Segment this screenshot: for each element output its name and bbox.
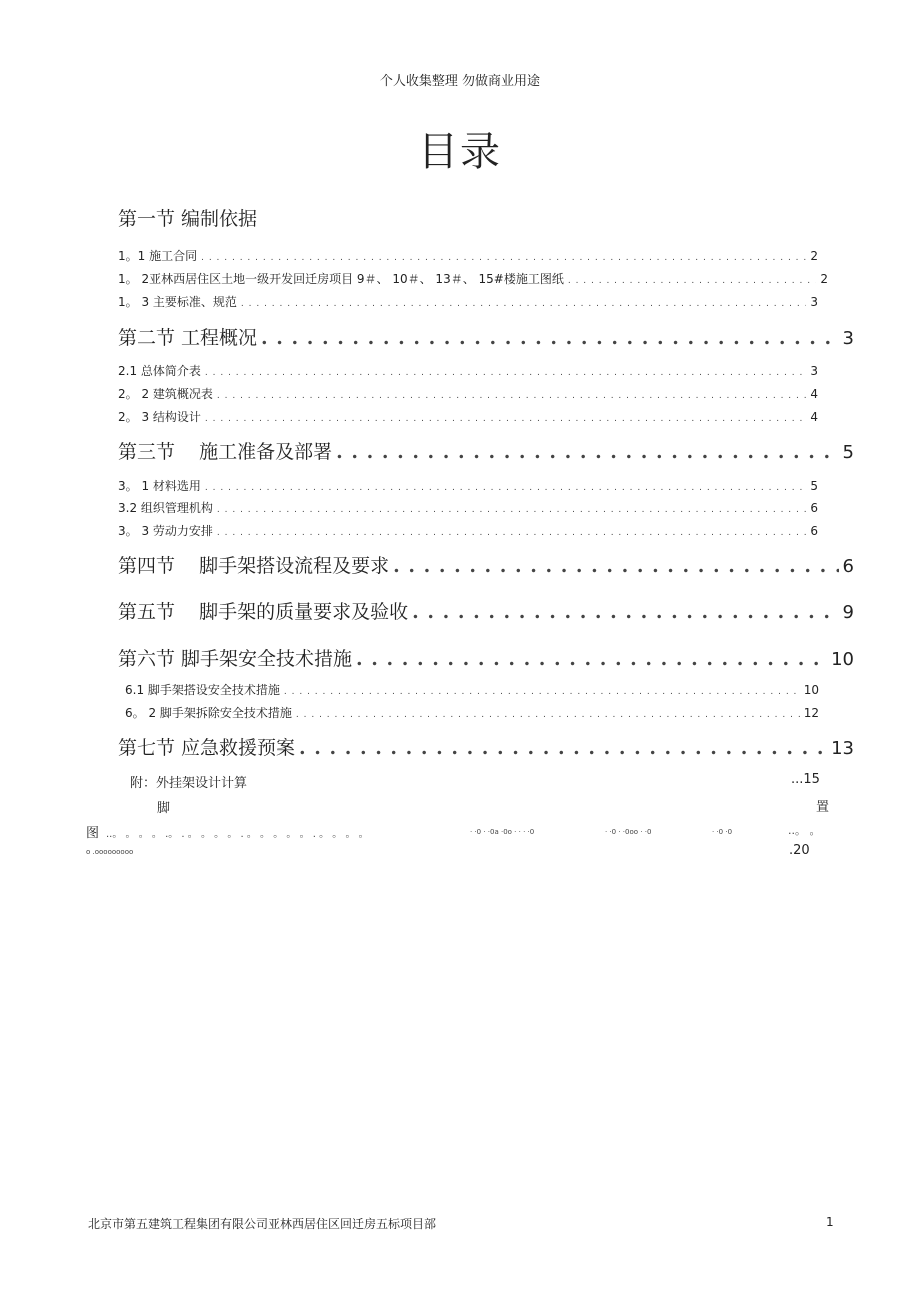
toc-page-number: 4 [810, 387, 818, 401]
toc-entry-1-2[interactable] [118, 270, 828, 287]
toc-page-number: 6 [810, 501, 818, 515]
scatter-dots-b: · ·0 · ·0a ·0o · · · ·0 [470, 828, 535, 836]
toc-section-3[interactable] [118, 437, 854, 464]
toc-page-number: 3 [810, 364, 818, 378]
toc-entry-label: 1。1 施工合同 [118, 249, 198, 263]
toc-entry-2-3[interactable] [118, 408, 818, 425]
toc-entry-label: 3.2 组织管理机构 [118, 501, 213, 515]
toc-section-1[interactable] [118, 204, 854, 231]
footer-company: 北京市第五建筑工程集团有限公司亚林西居住区回迁房五标项目部 [88, 1217, 437, 1231]
toc-entry-6-1[interactable] [125, 681, 819, 698]
toc-layout-page: .20 [789, 843, 810, 858]
dot-leader [205, 368, 806, 378]
toc-entry-label: 2.1 总体简介表 [118, 364, 201, 378]
dot-leader [284, 687, 800, 697]
toc-section-label: 第二节 工程概况 [118, 327, 258, 349]
toc-section-label: 第七节 应急救援预案 [118, 737, 296, 759]
dot-leader [261, 327, 839, 349]
toc-section-5[interactable] [118, 597, 854, 624]
dot-leader [299, 737, 827, 759]
toc-section-label: 第四节 脚手架搭设流程及要求 [118, 555, 390, 577]
toc-layout-part2: 置 [816, 800, 830, 815]
toc-entry-2-1[interactable] [118, 362, 818, 379]
toc-page-number: 5 [810, 479, 818, 493]
toc-section-4[interactable] [118, 551, 854, 578]
toc-page-number: 10 [831, 649, 854, 670]
toc-appendix-page: ...15 [791, 772, 820, 787]
toc-section-label: 第一节 编制依据 [118, 208, 258, 230]
toc-entry-3-2[interactable] [118, 499, 818, 516]
toc-entry-label: 3。 3 劳动力安排 [118, 524, 213, 538]
dot-leader [356, 648, 827, 670]
toc-entry-1-3[interactable] [118, 293, 818, 310]
toc-layout-part1: 脚 [157, 801, 171, 816]
scatter-dots-f: o .ooooooooo [86, 848, 134, 856]
toc-section-2[interactable] [118, 323, 854, 350]
dot-leader [296, 710, 800, 720]
toc-entry-3-1[interactable] [118, 477, 818, 494]
scatter-dots-c: · ·0 · ·0oo · ·0 [605, 828, 652, 836]
toc-entry-label: 2。 2 建筑概况表 [118, 387, 213, 401]
toc-entry-6-2[interactable] [125, 704, 819, 721]
scatter-dots-a: ..。 。 。 。 .。 . 。 。 。 。 . 。 。 。 。 。 . 。 。 。 。 [106, 829, 369, 840]
toc-page-number: 6 [810, 524, 818, 538]
toc-entry-label: 6.1 脚手架搭设安全技术措施 [125, 683, 280, 697]
toc-appendix-label[interactable]: 附：外挂架设计计算 [130, 776, 248, 791]
dot-leader [336, 441, 838, 463]
dot-leader [205, 483, 806, 493]
dot-leader [393, 555, 838, 577]
toc-entry-label: 3。 1 材料选用 [118, 479, 201, 493]
toc-section-label: 第六节 脚手架安全技术措施 [118, 648, 353, 670]
dot-leader [201, 253, 806, 263]
page-title: 目录 [418, 129, 502, 175]
toc-section-6[interactable] [118, 644, 854, 671]
toc-page-number: 13 [831, 738, 854, 759]
dot-leader [568, 276, 817, 286]
dot-leader [217, 528, 806, 538]
scatter-dots-d: · ·0 ·0 [712, 828, 733, 836]
toc-page-number: 6 [842, 556, 854, 577]
toc-section-label: 第五节 脚手架的质量要求及验收 [118, 601, 409, 623]
dot-leader [241, 299, 806, 309]
toc-entry-3-3[interactable] [118, 522, 818, 539]
dot-leader [217, 505, 806, 515]
dot-leader [205, 414, 806, 424]
toc-page-number: 5 [842, 442, 854, 463]
toc-entry-1-1[interactable] [118, 247, 818, 264]
toc-page-number: 12 [803, 706, 819, 720]
toc-page-number: 9 [842, 602, 854, 623]
toc-page-number: 3 [810, 295, 818, 309]
toc-entry-label: 1。 2亚林西居住区土地一级开发回迁房项目 9＃、 10＃、 13＃、 15#楼施工图纸 [118, 272, 564, 286]
toc-entry-label: 2。 3 结构设计 [118, 410, 201, 424]
toc-entry-2-2[interactable] [118, 385, 818, 402]
toc-page-number: 2 [810, 249, 818, 263]
toc-layout-part3: 图 [86, 826, 100, 841]
dot-leader [217, 391, 806, 401]
header-note: 个人收集整理 勿做商业用途 [379, 74, 541, 89]
toc-page-number: 10 [803, 683, 819, 697]
toc-entry-label: 1。 3 主要标准、规范 [118, 295, 237, 309]
scatter-dots-e: ..。 。 [788, 824, 821, 837]
toc-entry-label: 6。 2 脚手架拆除安全技术措施 [125, 706, 292, 720]
toc-section-label: 第三节 施工准备及部署 [118, 441, 333, 463]
toc-page-number: 3 [842, 328, 854, 349]
toc-section-7[interactable] [118, 733, 854, 760]
toc-page-number: 2 [820, 272, 828, 286]
toc-page-number: 4 [810, 410, 818, 424]
footer-page-number: 1 [826, 1215, 834, 1229]
dot-leader [412, 601, 838, 623]
